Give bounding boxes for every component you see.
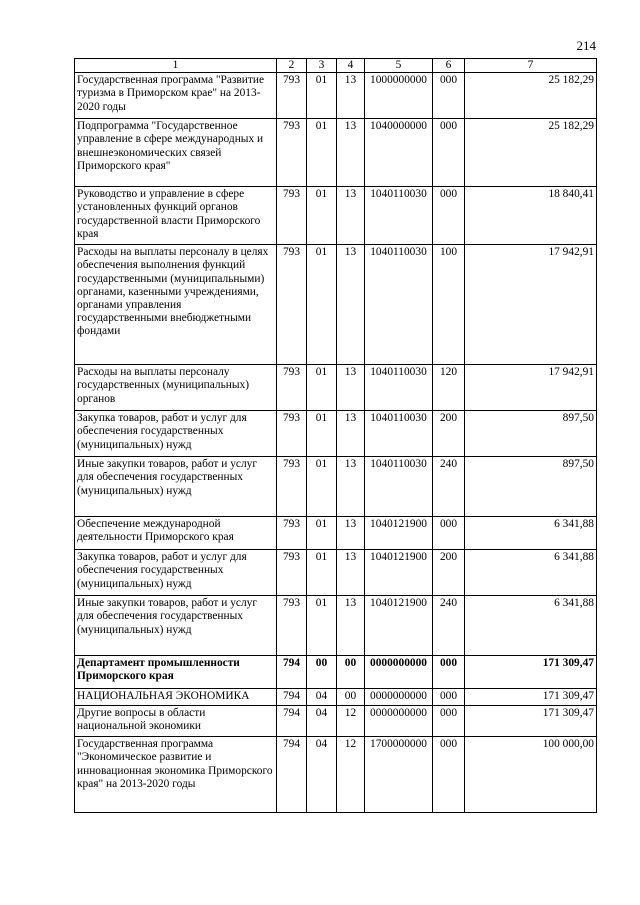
table-row: [75, 457, 597, 517]
section-code-cell: 01: [307, 411, 337, 457]
expense-type-cell: 000: [433, 517, 465, 550]
target-article-cell: 1040110030: [365, 457, 433, 517]
admin-code-cell: 793: [277, 457, 307, 517]
expense-type-cell: 240: [433, 457, 465, 517]
table-row: [75, 119, 597, 187]
column-header-1: 1: [75, 59, 277, 73]
target-article-cell: 0000000000: [365, 706, 433, 737]
table-row: [75, 365, 597, 411]
subsection-code-cell: 13: [337, 596, 365, 656]
table-row: [75, 73, 597, 119]
expense-type-cell: 000: [433, 187, 465, 245]
admin-code-cell: 793: [277, 245, 307, 365]
table-row: [75, 411, 597, 457]
subsection-code-cell: 00: [337, 689, 365, 706]
row-name-cell: Закупка товаров, работ и услуг для обеспечения государственных (муниципальных) нужд: [75, 550, 277, 596]
admin-code-cell: 793: [277, 73, 307, 119]
subsection-code-cell: 13: [337, 187, 365, 245]
header-row: [75, 59, 597, 73]
expense-type-cell: 120: [433, 365, 465, 411]
row-name-cell: Обеспечение международной деятельности Приморского края: [75, 517, 277, 550]
section-code-cell: 01: [307, 365, 337, 411]
row-name-cell: НАЦИОНАЛЬНАЯ ЭКОНОМИКА: [75, 689, 277, 706]
table-row: [75, 596, 597, 656]
subsection-code-cell: 13: [337, 73, 365, 119]
section-code-cell: 01: [307, 119, 337, 187]
budget-table: [74, 58, 597, 813]
row-name-cell: Иные закупки товаров, работ и услуг для обеспечения государственных (муниципальных) нужд: [75, 457, 277, 517]
admin-code-cell: 794: [277, 689, 307, 706]
table-row: [75, 550, 597, 596]
expense-type-cell: 100: [433, 245, 465, 365]
subsection-code-cell: 13: [337, 550, 365, 596]
table-row: [75, 187, 597, 245]
row-name-cell: Департамент промышленности Приморского края: [75, 656, 277, 689]
column-header-2: 2: [277, 59, 307, 73]
column-header-5: 5: [365, 59, 433, 73]
subsection-code-cell: 13: [337, 517, 365, 550]
section-code-cell: 01: [307, 187, 337, 245]
section-code-cell: 01: [307, 245, 337, 365]
target-article-cell: 1040121900: [365, 596, 433, 656]
target-article-cell: 1700000000: [365, 737, 433, 813]
row-name-cell: Государственная программа "Экономическое развитие и инновационная экономика Приморского края" на 2013-2020 годы: [75, 737, 277, 813]
expense-type-cell: 000: [433, 689, 465, 706]
section-code-cell: 04: [307, 737, 337, 813]
admin-code-cell: 793: [277, 596, 307, 656]
amount-cell: 171 309,47: [465, 656, 597, 689]
column-header-6: 6: [433, 59, 465, 73]
target-article-cell: 1040110030: [365, 245, 433, 365]
table-body: [75, 73, 597, 813]
target-article-cell: 1000000000: [365, 73, 433, 119]
subsection-code-cell: 13: [337, 365, 365, 411]
amount-cell: 25 182,29: [465, 73, 597, 119]
expense-type-cell: 240: [433, 596, 465, 656]
amount-cell: 171 309,47: [465, 689, 597, 706]
column-header-4: 4: [337, 59, 365, 73]
table-row: [75, 737, 597, 813]
amount-cell: 6 341,88: [465, 517, 597, 550]
expense-type-cell: 000: [433, 737, 465, 813]
admin-code-cell: 794: [277, 706, 307, 737]
row-name-cell: Иные закупки товаров, работ и услуг для обеспечения государственных (муниципальных) нужд: [75, 596, 277, 656]
subsection-code-cell: 13: [337, 411, 365, 457]
page-number: 214: [576, 38, 596, 53]
target-article-cell: 1040121900: [365, 550, 433, 596]
column-header-7: 7: [465, 59, 597, 73]
column-header-3: 3: [307, 59, 337, 73]
admin-code-cell: 793: [277, 550, 307, 596]
expense-type-cell: 000: [433, 656, 465, 689]
expense-type-cell: 200: [433, 411, 465, 457]
admin-code-cell: 793: [277, 517, 307, 550]
amount-cell: 25 182,29: [465, 119, 597, 187]
amount-cell: 6 341,88: [465, 550, 597, 596]
target-article-cell: 1040110030: [365, 365, 433, 411]
section-code-cell: 01: [307, 517, 337, 550]
table-row: [75, 689, 597, 706]
amount-cell: 897,50: [465, 411, 597, 457]
target-article-cell: 1040110030: [365, 411, 433, 457]
admin-code-cell: 793: [277, 187, 307, 245]
amount-cell: 897,50: [465, 457, 597, 517]
section-code-cell: 01: [307, 457, 337, 517]
expense-type-cell: 000: [433, 706, 465, 737]
amount-cell: 6 341,88: [465, 596, 597, 656]
amount-cell: 100 000,00: [465, 737, 597, 813]
subsection-code-cell: 12: [337, 737, 365, 813]
section-code-cell: 04: [307, 689, 337, 706]
amount-cell: 18 840,41: [465, 187, 597, 245]
subsection-code-cell: 13: [337, 457, 365, 517]
subsection-code-cell: 12: [337, 706, 365, 737]
expense-type-cell: 000: [433, 73, 465, 119]
row-name-cell: Расходы на выплаты персоналу в целях обеспечения выполнения функций государственными (муниципальными) органами, казенными учреждениями, органами управления государственными внебюджетными фондами: [75, 245, 277, 365]
target-article-cell: 0000000000: [365, 656, 433, 689]
subsection-code-cell: 00: [337, 656, 365, 689]
table-row: [75, 706, 597, 737]
row-name-cell: Закупка товаров, работ и услуг для обеспечения государственных (муниципальных) нужд: [75, 411, 277, 457]
table-row: [75, 517, 597, 550]
section-code-cell: 01: [307, 550, 337, 596]
target-article-cell: 1040121900: [365, 517, 433, 550]
section-code-cell: 04: [307, 706, 337, 737]
amount-cell: 171 309,47: [465, 706, 597, 737]
amount-cell: 17 942,91: [465, 245, 597, 365]
amount-cell: 17 942,91: [465, 365, 597, 411]
expense-type-cell: 200: [433, 550, 465, 596]
target-article-cell: 1040110030: [365, 187, 433, 245]
row-name-cell: Другие вопросы в области национальной экономики: [75, 706, 277, 737]
table-row: [75, 656, 597, 689]
admin-code-cell: 794: [277, 656, 307, 689]
admin-code-cell: 793: [277, 119, 307, 187]
target-article-cell: 1040000000: [365, 119, 433, 187]
admin-code-cell: 793: [277, 365, 307, 411]
admin-code-cell: 794: [277, 737, 307, 813]
row-name-cell: Подпрограмма "Государственное управление в сфере международных и внешнеэкономических связей Приморского края": [75, 119, 277, 187]
expense-type-cell: 000: [433, 119, 465, 187]
section-code-cell: 01: [307, 73, 337, 119]
admin-code-cell: 793: [277, 411, 307, 457]
section-code-cell: 00: [307, 656, 337, 689]
section-code-cell: 01: [307, 596, 337, 656]
row-name-cell: Руководство и управление в сфере установленных функций органов государственной власти Приморского края: [75, 187, 277, 245]
table-row: [75, 245, 597, 365]
target-article-cell: 0000000000: [365, 689, 433, 706]
subsection-code-cell: 13: [337, 245, 365, 365]
row-name-cell: Расходы на выплаты персоналу государственных (муниципальных) органов: [75, 365, 277, 411]
row-name-cell: Государственная программа "Развитие туризма в Приморском крае" на 2013-2020 годы: [75, 73, 277, 119]
subsection-code-cell: 13: [337, 119, 365, 187]
